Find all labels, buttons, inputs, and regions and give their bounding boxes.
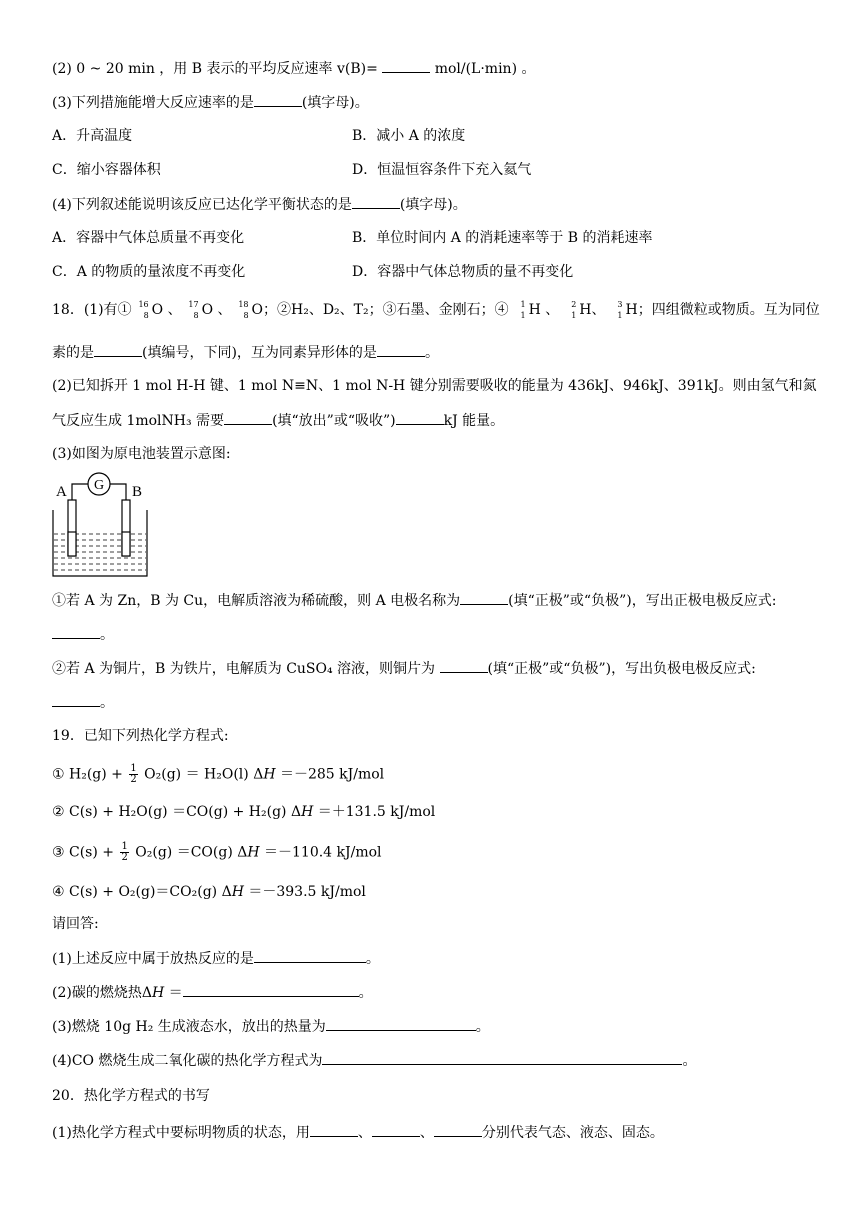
- answer-blank[interactable]: [322, 1050, 682, 1065]
- isotope-o16: 16 8: [138, 300, 149, 320]
- answer-blank[interactable]: [254, 92, 302, 107]
- answer-blank[interactable]: [460, 590, 508, 605]
- option-c: C．缩小容器体积: [52, 162, 161, 178]
- option-b: B．减小 A 的浓度: [352, 128, 466, 144]
- q18-line1: 18．(1)有① 16 8 O 、 17 8 O 、 18 8 O；②H₂、D₂、T₂；③石墨、金刚石；④ 1 1 H 、 2 1 H、 3 1 H；四组微粒或物质。互为同位: [52, 300, 820, 320]
- q18-case1-line2: 。: [52, 624, 114, 645]
- q19-title: 19．已知下列热化学方程式:: [52, 728, 229, 744]
- option-a: A．升高温度: [52, 128, 133, 144]
- answer-blank[interactable]: [434, 1122, 482, 1137]
- equation-3: ③ C(s) + $\frac{1}{2}$ O₂(g) ＝CO(g) ΔH ＝－110.4 kJ/mol: [52, 841, 382, 863]
- q18-part2-line2: 气反应生成 1molNH₃ 需要 (填“放出”或“吸收”) kJ 能量。: [52, 410, 504, 431]
- beaker: [53, 510, 147, 576]
- galvanometer-label: G: [93, 478, 105, 493]
- equation-1: ① H₂(g) + $\frac{1}{2}$ O₂(g) ＝ H₂O(l) ΔH ＝－285 kJ/mol: [52, 763, 385, 785]
- answer-blank[interactable]: [352, 194, 400, 209]
- isotope-h1: 1 1: [520, 300, 526, 320]
- option-c: C．A 的物质的量浓度不再变化: [52, 264, 246, 280]
- answer-blank[interactable]: [396, 410, 444, 425]
- q18-line2: 素的是 (填编号，下同)，互为同素异形体的是 。: [52, 342, 439, 363]
- electrode-b-label: B: [132, 484, 143, 500]
- answer-blank[interactable]: [183, 982, 359, 997]
- answer-blank[interactable]: [310, 1122, 358, 1137]
- q19-prompt: 请回答:: [52, 916, 99, 932]
- fraction-half: $\frac{1}{2}$: [121, 841, 128, 863]
- q17-part4: (4)下列叙述能说明该反应已达化学平衡状态的是 (填字母)。: [52, 194, 467, 215]
- q18-case2-line1: ②若 A 为铜片，B 为铁片，电解质为 CuSO₄ 溶液，则铜片为 (填“正极”或“负极”)，写出负极电极反应式:: [52, 658, 756, 679]
- q20-sub1: (1)热化学方程式中要标明物质的状态，用 、 、 分别代表气态、液态、固态。: [52, 1122, 664, 1143]
- answer-blank[interactable]: [382, 58, 430, 73]
- q19-sub1: (1)上述反应中属于放热反应的是 。: [52, 948, 380, 969]
- isotope-o18: 18 8: [238, 300, 249, 320]
- q18-part2-line1: (2)已知拆开 1 mol H-H 键、1 mol N≡N、1 mol N-H 键分别需要吸收的能量为 436kJ、946kJ、391kJ。则由氢气和氮: [52, 378, 817, 394]
- fraction-half: $\frac{1}{2}$: [130, 763, 137, 785]
- isotope-o17: 17 8: [188, 300, 199, 320]
- electrode-a-label: A: [56, 484, 67, 500]
- answer-blank[interactable]: [254, 948, 366, 963]
- q18-part3: (3)如图为原电池装置示意图:: [52, 446, 231, 462]
- equation-2: ② C(s) + H₂O(g) ＝CO(g) + H₂(g) ΔH ＝＋131.5 kJ/mol: [52, 804, 436, 820]
- answer-blank[interactable]: [326, 1016, 476, 1031]
- isotope-h2: 2 1: [571, 300, 577, 320]
- q19-sub2: (2)碳的燃烧热ΔH ＝ 。: [52, 982, 373, 1003]
- answer-blank[interactable]: [372, 1122, 420, 1137]
- q19-sub4: (4)CO 燃烧生成二氧化碳的热化学方程式为 。: [52, 1050, 696, 1071]
- q17-part2: (2) 0 ~ 20 min ，用 B 表示的平均反应速率 v(B)= mol/(L·min) 。: [52, 58, 536, 79]
- option-d: D．恒温恒容条件下充入氦气: [352, 162, 532, 178]
- answer-blank[interactable]: [52, 624, 100, 639]
- q19-sub3: (3)燃烧 10g H₂ 生成液态水，放出的热量为 。: [52, 1016, 490, 1037]
- q17-part3: (3)下列措施能增大反应速率的是 (填字母)。: [52, 92, 369, 113]
- equation-4: ④ C(s) + O₂(g)＝CO₂(g) ΔH ＝－393.5 kJ/mol: [52, 884, 366, 900]
- answer-blank[interactable]: [94, 342, 142, 357]
- answer-blank[interactable]: [52, 692, 100, 707]
- q20-title: 20．热化学方程式的书写: [52, 1088, 210, 1104]
- option-b: B．单位时间内 A 的消耗速率等于 B 的消耗速率: [352, 230, 653, 246]
- option-a: A．容器中气体总质量不再变化: [52, 230, 245, 246]
- galvanic-cell-diagram: [50, 470, 152, 580]
- answer-blank[interactable]: [224, 410, 272, 425]
- isotope-h3: 3 1: [617, 300, 623, 320]
- q18-case1-line1: ①若 A 为 Zn，B 为 Cu，电解质溶液为稀硫酸，则 A 电极名称为 (填“正极”或“负极”)，写出正极电极反应式:: [52, 590, 776, 611]
- option-d: D．容器中气体总物质的量不再变化: [352, 264, 574, 280]
- answer-blank[interactable]: [377, 342, 425, 357]
- q18-case2-line2: 。: [52, 692, 114, 713]
- answer-blank[interactable]: [440, 658, 488, 673]
